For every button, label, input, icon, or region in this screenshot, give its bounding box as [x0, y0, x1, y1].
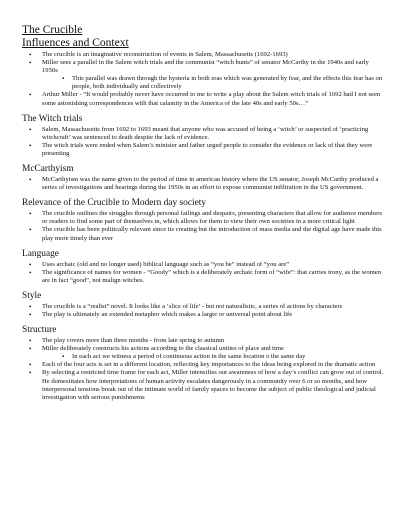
bullet-item: • Uses archaic (old and no longer used) biblical language such as “you be” instead of “you are”: [22, 261, 386, 269]
section-heading: Relevance of the Crucible to Modern day society: [22, 198, 207, 209]
sub-bullet-item: ▪ This parallel was drawn through the hysteria in both eras which was generated by fear, and the effects this fear has on people, both individually and collectively: [22, 75, 386, 91]
section: [22, 198, 386, 242]
section: [22, 325, 386, 402]
section: [22, 291, 386, 319]
bullet-list: [22, 303, 386, 319]
bullet-list: [22, 210, 386, 242]
bullet-item: • Miller sees a parallel in the Salem witch trials and the communist “witch hunts” of senator McCarthy in the 1940s and early 1950s: [22, 59, 386, 75]
bullet-item: • The significance of names for women - “Goody” which is a deliberately archaic form of “wife”: that carries irony, as the women are in fact “good”, not malign witches.: [22, 269, 386, 285]
bullet-list: [22, 126, 386, 158]
bullet-list: [22, 337, 386, 402]
bullet-item: • Miller deliberately constructs his actions according to the classical unities of place and time: [22, 345, 386, 353]
bullet-item: • The crucible is an imaginative reconstruction of events in Salem, Massachusetts (1692-1693): [22, 51, 386, 59]
bullet-item: • The play covers more than three months - from late spring to autumn: [22, 337, 386, 345]
bullet-item: • The play is ultimately an extended metaphor which makes a larger or universal point about life: [22, 311, 386, 319]
bullet-list: [22, 261, 386, 285]
bullet-item: • Salem, Massachusetts from 1692 to 1693 meant that anyone who was accused of being a ‘witch’ or suspected of ‘practicing witchcraft’ was sentenced to death despite the lack of evidence.: [22, 126, 386, 142]
bullet-item: • Arthur Miller - “It would probably never have occurred to me to write a play about the Salem witch trials of 1692 had I not seen some astonishing correspondences with that calamity in the America of the late 40s and early 50s…”: [22, 91, 386, 107]
bullet-list: [22, 176, 386, 192]
sub-bullet-item: ▪ In each act we witness a period of continuous action in the same location o the same day: [22, 353, 386, 361]
document-subtitle: Influences and Context: [22, 37, 129, 49]
section-heading: Style: [22, 290, 42, 301]
bullet-item: • By selecting a restricted time frame for each act, Miller intensifies our awareness of how a day’s conflict can grow out of control. He domestitates how interpretations of human activity escalates dangerously in a community over 6 or so months, and how interpersonal tensions break out of the intimate world of family spaces to become the subject of public theological and judicial investigation with serious punishments: [22, 369, 386, 401]
bullet-item: • The crucible is a “realist” novel. It looks like a ‘slice of life’ - but not naturalistic, a series of actions by characters: [22, 303, 386, 311]
section: [22, 114, 386, 158]
section-heading: Structure: [22, 325, 57, 336]
section-heading: McCarthyism: [22, 164, 74, 175]
section-heading: Language: [22, 248, 59, 259]
document-title: The Crucible: [22, 24, 83, 36]
section-heading: The Witch trials: [22, 113, 83, 124]
bullet-item: • Each of the four acts is set in a different location, reflecting key importances to the ideas being explored in the dramatic action: [22, 361, 386, 369]
bullet-item: • McCarthyism was the name given to the period of time in american history where the US senator, Joseph McCarthy produced a series of investigations and hearings during the 1950s in an effort to expose communist infiltration in the US government.: [22, 176, 386, 192]
bullet-list: [22, 51, 386, 108]
section: [22, 51, 386, 108]
bullet-item: • The witch trials were ended when Salem’s minister and father urged people to consider the evidence or lack of that they were presenting: [22, 142, 386, 158]
bullet-item: • The crucible outlines the struggles through personal failings and despairs, presenting characters that allow for audience members or readers to find some part of themselves in, which allows for them to view their own societies in a more critical light: [22, 210, 386, 226]
section: [22, 164, 386, 192]
section: [22, 249, 386, 285]
bullet-item: • The crucible has been politically relevant since its creating but the introduction of mass media and the digital age have made this play more timely than ever: [22, 226, 386, 242]
document-body: [22, 51, 386, 402]
